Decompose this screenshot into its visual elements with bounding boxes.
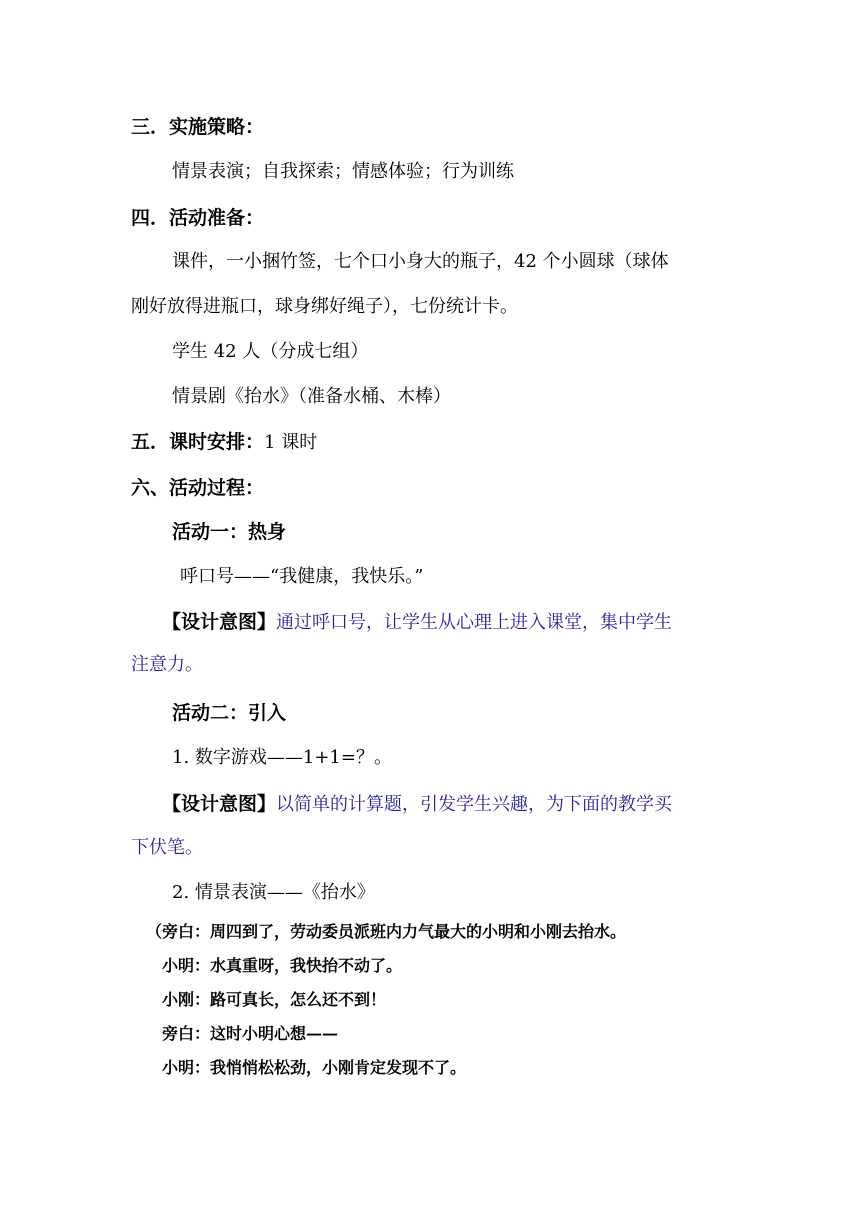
activity-2-intent <box>162 795 672 814</box>
intent-text: 以简单的计算题，引发学生兴趣，为下面的教学买 <box>276 794 673 815</box>
activity-2-intent-continued: 下伏笔。 <box>131 837 203 858</box>
activity-2-item-2: 2. 情景表演——《抬水》 <box>172 882 375 903</box>
section-3-heading: 三．实施策略： <box>131 116 265 138</box>
script-line: 旁白：这时小明心想—— <box>162 1024 339 1043</box>
script-line: 小明：水真重呀，我快抬不动了。 <box>162 956 403 975</box>
script-line: 小刚：路可真长，怎么还不到！ <box>162 990 387 1009</box>
activity-2-item-1: 1. 数字游戏——1+1=？。 <box>172 747 392 768</box>
intent-label: 【设计意图】 <box>162 793 277 815</box>
section-5-value: 1 课时 <box>264 432 318 453</box>
section-4-heading: 四．活动准备： <box>131 207 265 229</box>
section-4-line-2: 刚好放得进瓶口，球身绑好绳子），七份统计卡。 <box>131 296 518 317</box>
activity-1-intent <box>162 613 672 632</box>
section-4-line-3: 学生 42 人（分成七组） <box>172 341 369 362</box>
activity-1-title: 活动一：热身 <box>172 521 287 543</box>
script-line: （旁白：周四到了，劳动委员派班内力气最大的小明和小刚去抬水。 <box>146 922 627 941</box>
section-4-line-1: 课件，一小捆竹签，七个口小身大的瓶子，42 个小圆球（球体 <box>172 251 669 272</box>
section-6-heading: 六、活动过程： <box>131 477 265 499</box>
section-5-row <box>131 433 317 452</box>
activity-1-intent-continued: 注意力。 <box>131 654 203 675</box>
intent-label: 【设计意图】 <box>162 611 277 633</box>
section-3-body: 情景表演；自我探索；情感体验；行为训练 <box>172 161 514 182</box>
activity-1-content: 呼口号——“我健康，我快乐。” <box>180 566 424 587</box>
section-5-heading: 五．课时安排： <box>131 431 265 453</box>
activity-2-title: 活动二：引入 <box>172 702 287 724</box>
section-4-line-4: 情景剧《抬水》（准备水桶、木棒） <box>172 386 451 407</box>
intent-text: 通过呼口号，让学生从心理上进入课堂，集中学生 <box>276 612 673 633</box>
script-line: 小明：我悄悄松松劲，小刚肯定发现不了。 <box>162 1058 467 1077</box>
